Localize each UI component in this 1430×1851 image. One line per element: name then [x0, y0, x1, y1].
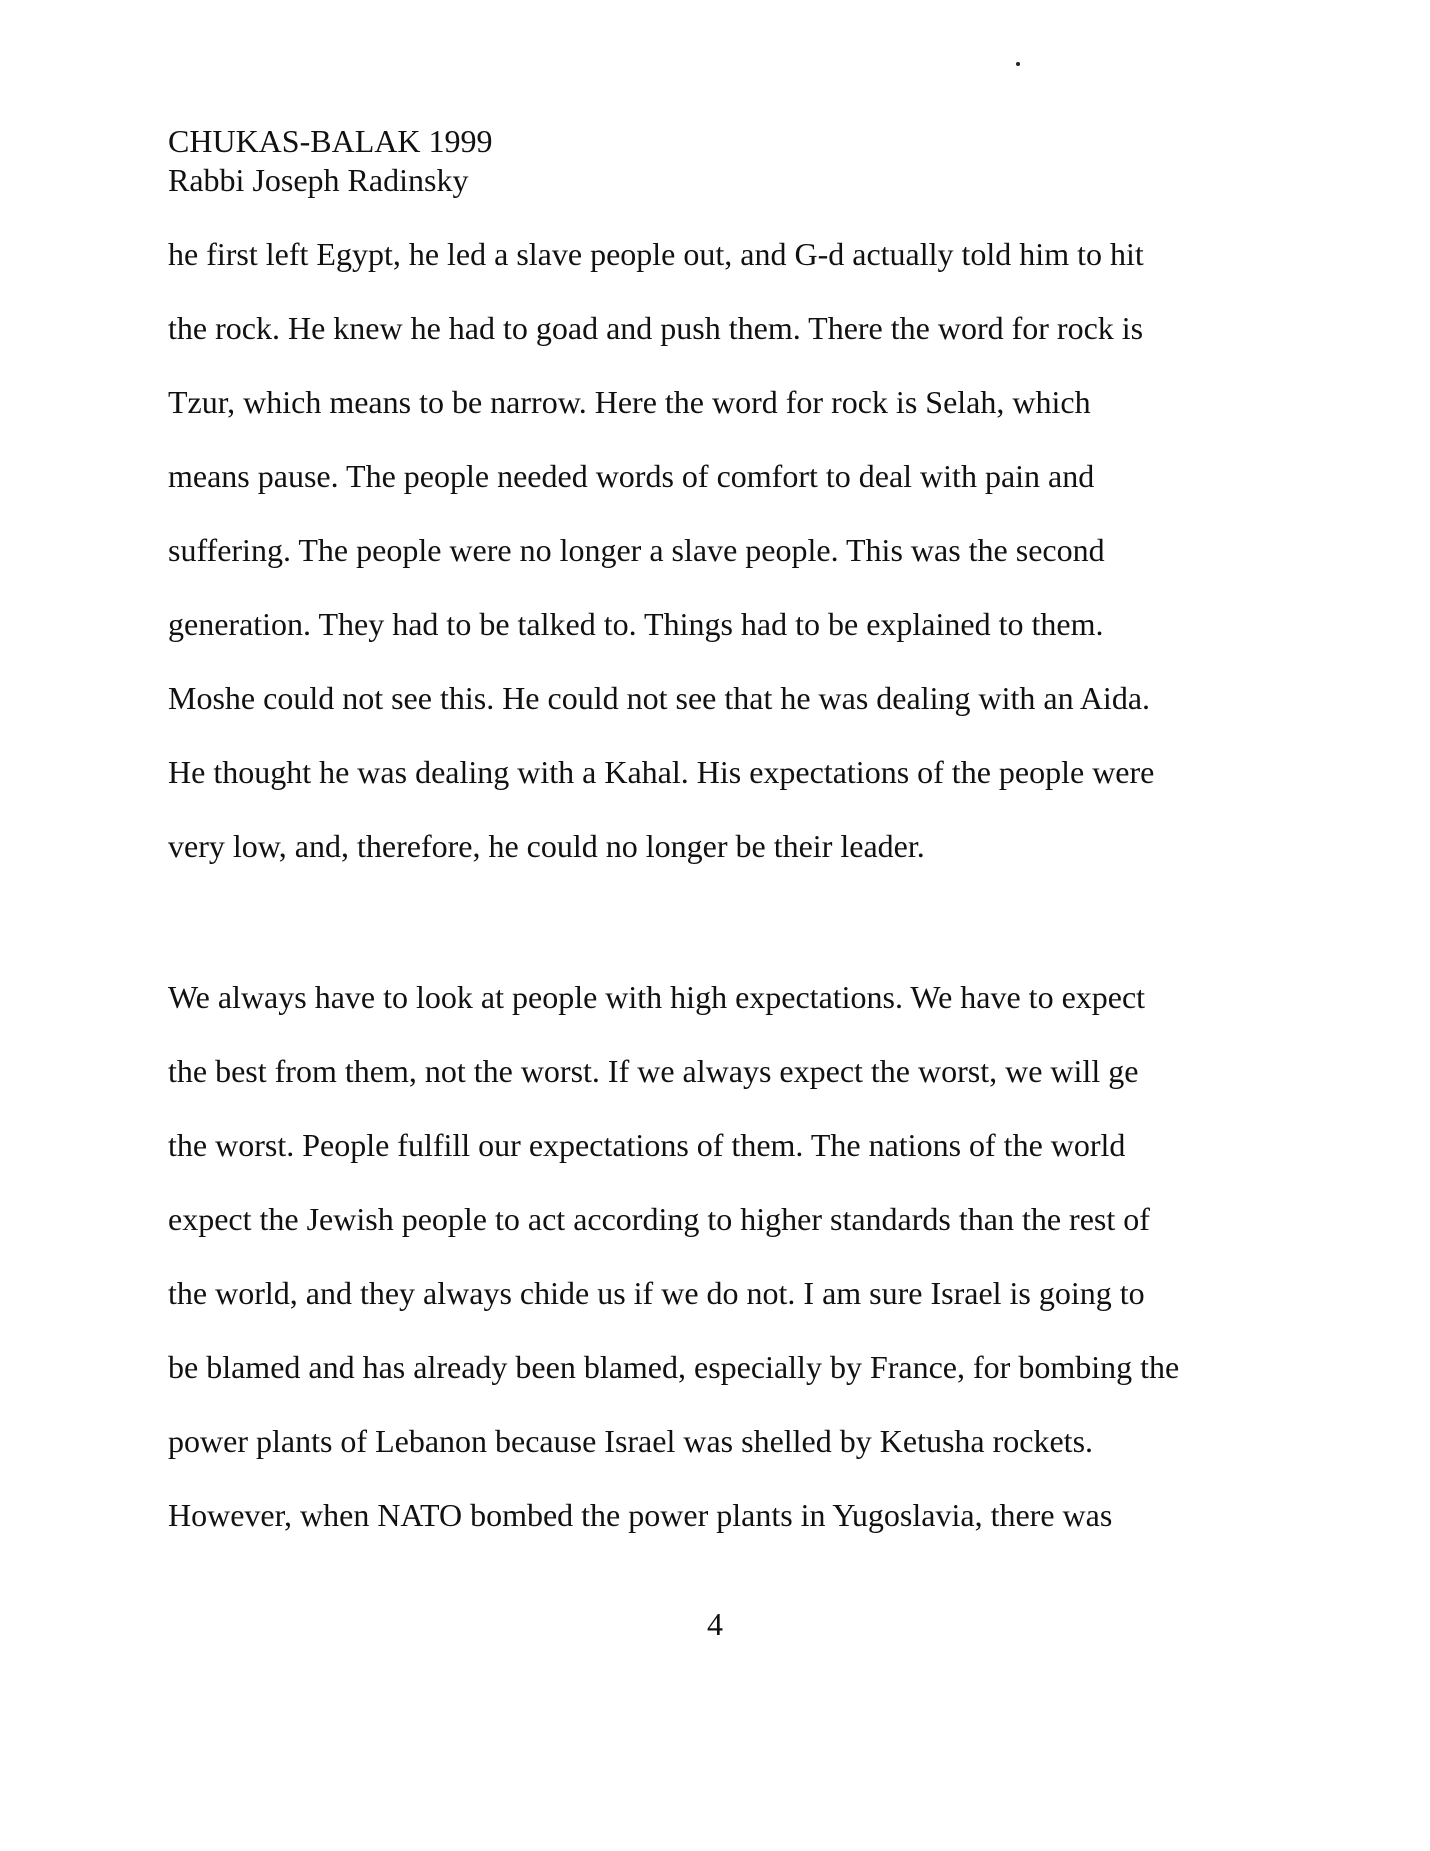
text-line: suffering. The people were no longer a slave people. This was the second — [168, 532, 1105, 568]
text-line: Tzur, which means to be narrow. Here the word for rock is Selah, which — [168, 384, 1091, 420]
text-line: expect the Jewish people to act according to higher standards than the rest of — [168, 1201, 1150, 1237]
document-header — [168, 122, 492, 200]
paragraph-1 — [168, 234, 1278, 900]
paragraph-2 — [168, 977, 1278, 1569]
text-line: means pause. The people needed words of comfort to deal with pain and — [168, 458, 1095, 494]
text-line: be blamed and has already been blamed, especially by France, for bombing the — [168, 1349, 1180, 1385]
text-line: the world, and they always chide us if we do not. I am sure Israel is going to — [168, 1275, 1145, 1311]
text-line: He thought he was dealing with a Kahal. His expectations of the people were — [168, 754, 1155, 790]
text-line: the worst. People fulfill our expectations of them. The nations of the world — [168, 1127, 1126, 1163]
text-line: the rock. He knew he had to goad and push them. There the word for rock is — [168, 310, 1144, 346]
text-line: power plants of Lebanon because Israel was shelled by Ketusha rockets. — [168, 1423, 1094, 1459]
text-line: generation. They had to be talked to. Things had to be explained to them. — [168, 606, 1104, 642]
document-title: CHUKAS-BALAK 1999 — [168, 123, 493, 159]
text-line: very low, and, therefore, he could no longer be their leader. — [168, 828, 925, 864]
scan-speck — [1016, 62, 1020, 66]
text-line: Moshe could not see this. He could not see that he was dealing with an Aida. — [168, 680, 1151, 716]
page-number: 4 — [707, 1606, 723, 1642]
text-line: However, when NATO bombed the power plants in Yugoslavia, there was — [168, 1497, 1113, 1533]
document-author: Rabbi Joseph Radinsky — [168, 162, 469, 198]
text-line: the best from them, not the worst. If we always expect the worst, we will ge — [168, 1053, 1139, 1089]
text-line: We always have to look at people with high expectations. We have to expect — [168, 979, 1146, 1015]
text-line: he first left Egypt, he led a slave people out, and G-d actually told him to hit — [168, 236, 1144, 272]
